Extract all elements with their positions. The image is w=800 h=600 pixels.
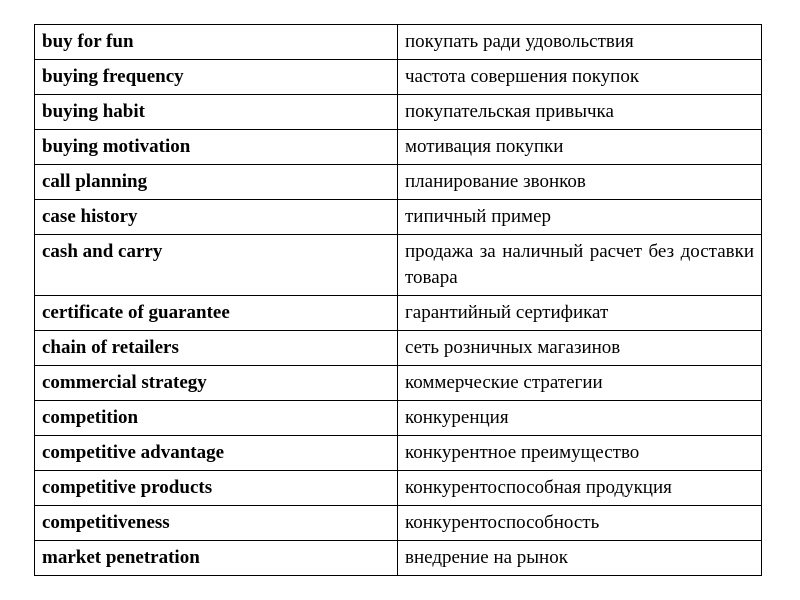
term-cell: certificate of guarantee bbox=[35, 296, 398, 331]
table-row bbox=[35, 506, 762, 541]
term-cell: competitive advantage bbox=[35, 436, 398, 471]
table-row bbox=[35, 296, 762, 331]
term-cell: cash and carry bbox=[35, 235, 398, 296]
term-cell: case history bbox=[35, 200, 398, 235]
definition-cell: сеть розничных магазинов bbox=[398, 331, 762, 366]
definition-cell: мотивация покупки bbox=[398, 130, 762, 165]
table-row bbox=[35, 235, 762, 296]
definition-cell: внедрение на рынок bbox=[398, 541, 762, 576]
definition-cell: продажа за наличный расчет без доставки товара bbox=[398, 235, 762, 296]
term-cell: competitiveness bbox=[35, 506, 398, 541]
term-cell: competition bbox=[35, 401, 398, 436]
glossary-table bbox=[34, 24, 762, 576]
term-cell: buying habit bbox=[35, 95, 398, 130]
table-row bbox=[35, 401, 762, 436]
table-row bbox=[35, 200, 762, 235]
glossary-body bbox=[35, 25, 762, 576]
definition-cell: покупательская привычка bbox=[398, 95, 762, 130]
table-row bbox=[35, 95, 762, 130]
term-cell: buying motivation bbox=[35, 130, 398, 165]
table-row bbox=[35, 25, 762, 60]
definition-cell: гарантийный сертификат bbox=[398, 296, 762, 331]
term-cell: call planning bbox=[35, 165, 398, 200]
table-row bbox=[35, 366, 762, 401]
table-row bbox=[35, 436, 762, 471]
table-row bbox=[35, 331, 762, 366]
table-row bbox=[35, 471, 762, 506]
definition-cell: коммерческие стратегии bbox=[398, 366, 762, 401]
table-row bbox=[35, 130, 762, 165]
term-cell: chain of retailers bbox=[35, 331, 398, 366]
term-cell: buy for fun bbox=[35, 25, 398, 60]
definition-cell: типичный пример bbox=[398, 200, 762, 235]
term-cell: buying frequency bbox=[35, 60, 398, 95]
definition-cell: частота совершения покупок bbox=[398, 60, 762, 95]
definition-cell: конкурентоспособная продукция bbox=[398, 471, 762, 506]
definition-cell: конкуренция bbox=[398, 401, 762, 436]
definition-cell: покупать ради удовольствия bbox=[398, 25, 762, 60]
table-row bbox=[35, 541, 762, 576]
definition-cell: конкурентоспособность bbox=[398, 506, 762, 541]
definition-cell: планирование звонков bbox=[398, 165, 762, 200]
term-cell: commercial strategy bbox=[35, 366, 398, 401]
table-row bbox=[35, 60, 762, 95]
definition-cell: конкурентное преимущество bbox=[398, 436, 762, 471]
term-cell: market penetration bbox=[35, 541, 398, 576]
table-row bbox=[35, 165, 762, 200]
term-cell: competitive products bbox=[35, 471, 398, 506]
